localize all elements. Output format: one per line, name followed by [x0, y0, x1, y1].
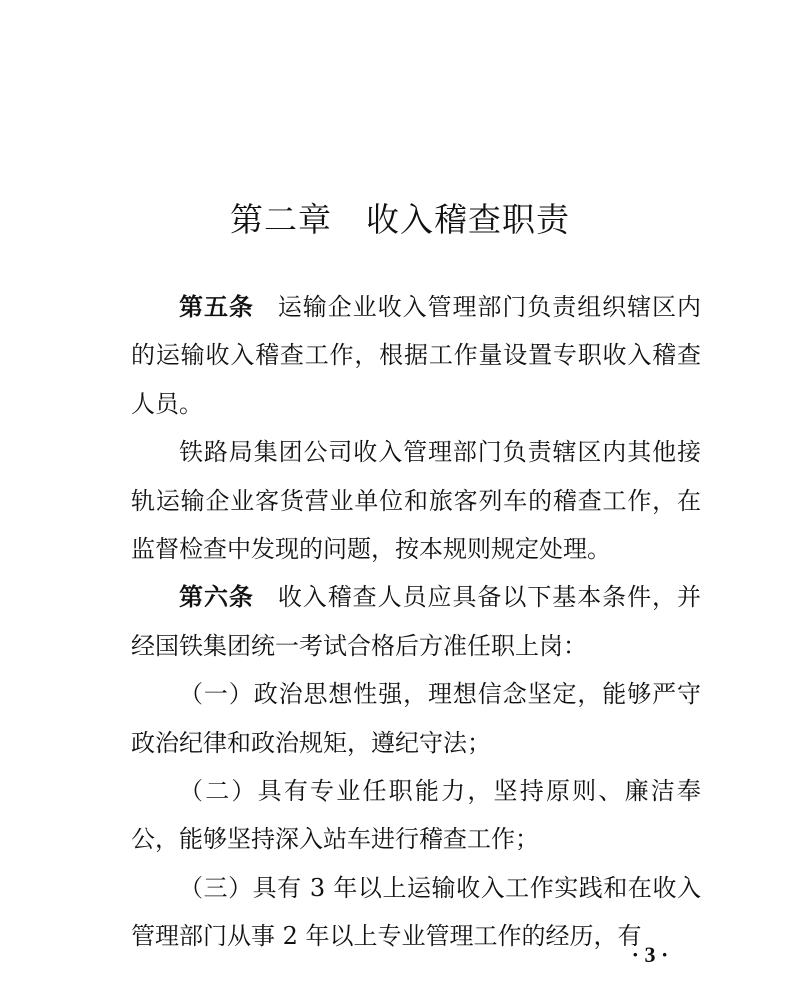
- chapter-title: 第二章 收入稽查职责: [230, 200, 570, 239]
- article-5-paragraph-2: [131, 428, 701, 573]
- article-5-label: 第五条: [179, 293, 254, 321]
- page-number: · 3 ·: [631, 942, 669, 967]
- document-body: [131, 283, 701, 961]
- article-5-text: 运输企业收入管理部门负责组织辖区内的运输收入稽查工作，根据工作量设置专职收入稽查人员。: [131, 293, 702, 418]
- list-item-2: [131, 767, 701, 864]
- list-item-3-text: （三）具有 3 年以上运输收入工作实践和在收入管理部门从事 2 年以上专业管理工作的经历，有: [131, 873, 701, 951]
- article-5-text-2: 铁路局集团公司收入管理部门负责辖区内其他接轨运输企业客货营业单位和旅客列车的稽查工作，在监督检查中发现的问题，按本规则规定处理。: [131, 438, 701, 564]
- list-item-2-text: （二）具有专业任职能力，坚持原则、廉洁奉公，能够坚持深入站车进行稽查工作；: [131, 777, 701, 854]
- article-6-text: 收入稽查人员应具备以下基本条件，并经国铁集团统一考试合格后方准任职上岗：: [131, 583, 702, 660]
- article-6-label: 第六条: [179, 583, 254, 612]
- article-5-paragraph: [131, 283, 701, 428]
- article-6-paragraph: [131, 573, 701, 670]
- list-item-1: [131, 670, 701, 767]
- list-item-1-text: （一）政治思想性强，理想信念坚定，能够严守政治纪律和政治规矩，遵纪守法；: [131, 680, 701, 757]
